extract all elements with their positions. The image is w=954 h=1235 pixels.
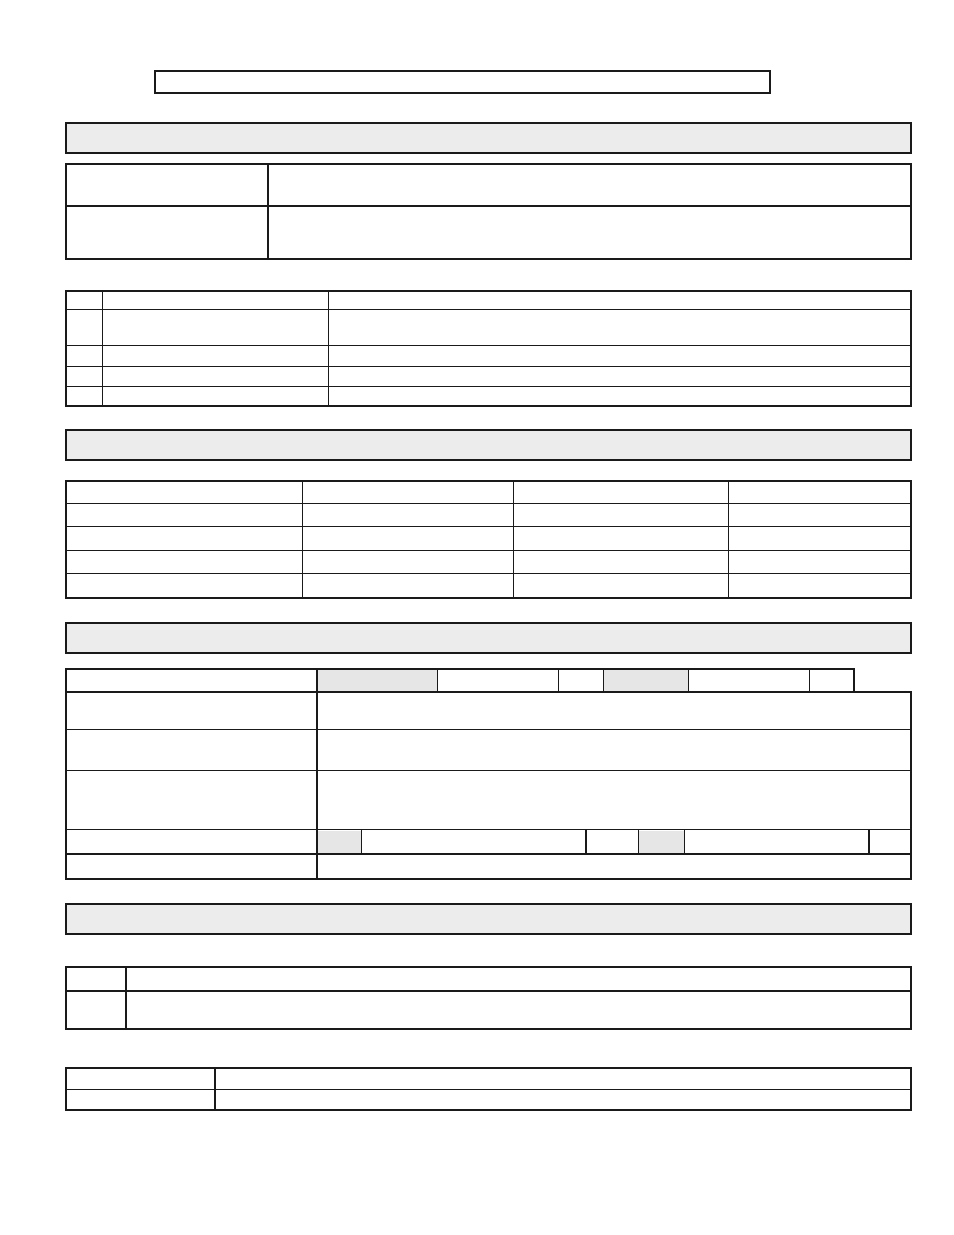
section-4-signature-table [65,966,912,1030]
section-1-list-row-divider-2 [65,345,912,346]
section-3-split-col-divider-3 [638,829,639,853]
section-3-top-col-divider-1 [316,668,318,693]
section-3-body-row-divider-4 [65,853,912,855]
section-3-split-col-divider-1 [361,829,362,853]
section-3-split-col-divider-4 [684,829,685,853]
section-2-grid-col-divider-2 [513,480,514,599]
section-3-header [65,622,912,654]
section-2-grid-table [65,480,912,599]
section-1-header [65,122,912,154]
section-1-list-table [65,290,912,407]
section-2-grid-row-divider-1 [65,503,912,504]
section-3-top-col-divider-5 [688,668,689,693]
section-3-split-col-divider-5 [868,829,870,853]
section-4-footer-row-divider [65,1089,912,1090]
section-2-grid-row-divider-3 [65,550,912,551]
section-1-info-field-1[interactable] [270,166,909,204]
section-4-signature-row-divider [65,990,912,992]
section-1-list-row-divider-4 [65,386,912,387]
section-3-top-row [65,668,855,693]
section-3-body-table [65,691,912,880]
section-3-top-col-divider-2 [437,668,438,693]
section-4-footer-col-divider [214,1067,216,1111]
form-title-box [154,70,771,94]
section-2-grid-row-divider-4 [65,573,912,574]
section-3-body-col-divider [316,691,318,880]
section-1-list-row-divider-1 [65,309,912,310]
section-1-list-col-divider-1 [102,290,103,407]
section-1-list-col-divider-2 [328,290,329,407]
section-1-info-row-divider [65,205,912,207]
section-3-body-row-divider-1 [65,729,912,730]
section-1-info-field-2[interactable] [270,208,909,258]
section-3-top-col-divider-6 [809,668,810,693]
section-1-list-row-divider-3 [65,366,912,367]
section-2-grid-col-divider-1 [302,480,303,599]
section-3-body-row-divider-3 [65,829,912,830]
section-3-body-row-divider-2 [65,770,912,771]
section-3-split-col-divider-2 [585,829,587,853]
section-2-grid-col-divider-3 [728,480,729,599]
section-1-info-col-divider [267,163,269,260]
section-2-grid-row-divider-2 [65,526,912,527]
section-4-signature-col-divider [125,966,127,1030]
section-3-top-col-divider-4 [603,668,604,693]
section-4-header [65,903,912,935]
section-2-header [65,429,912,461]
section-3-top-col-divider-3 [558,668,559,693]
